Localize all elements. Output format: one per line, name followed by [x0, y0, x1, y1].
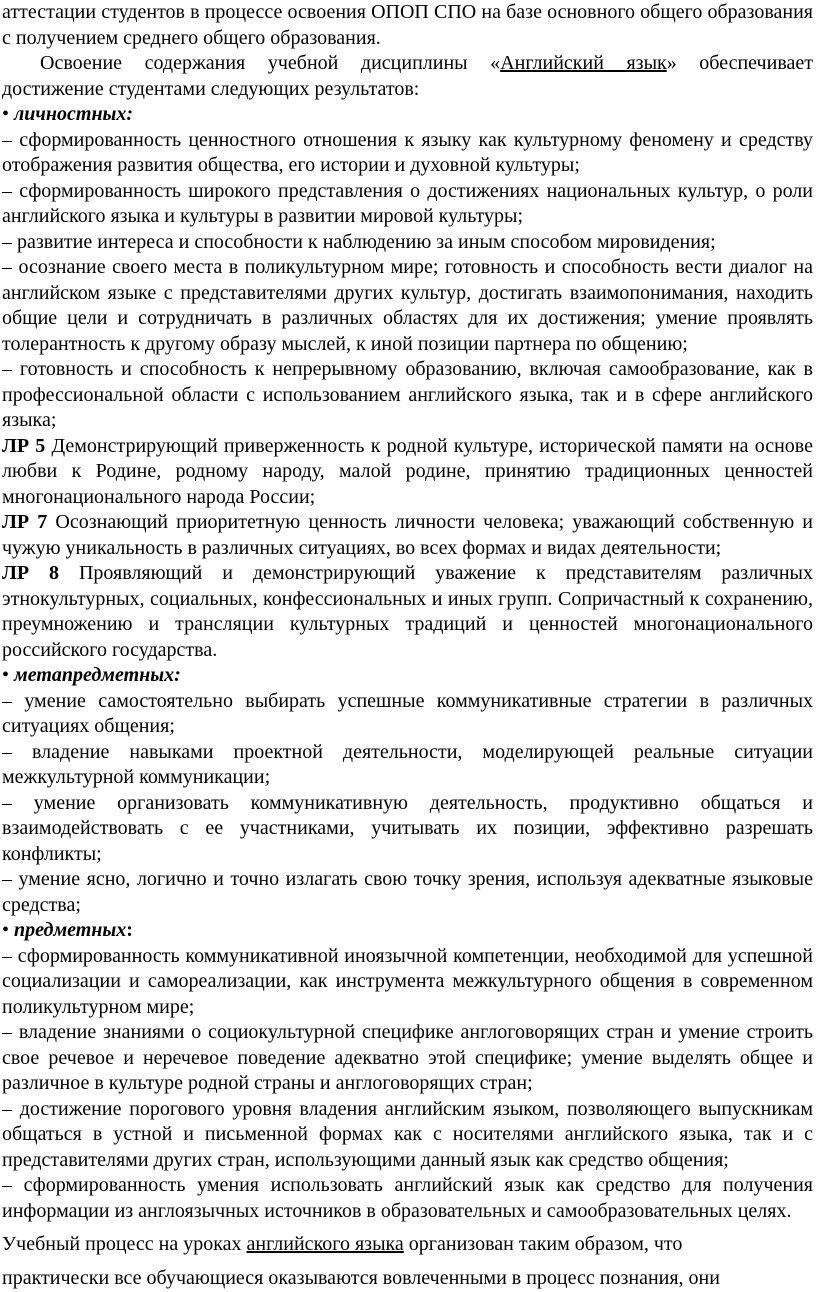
- subject-item: – владение знаниями о социокультурной специфике англоговорящих стран и умение строить свое речевое и неречевое поведение адекватно этой специфике; умение выделять общее и различное в культуре родной страны и англоговорящих стран;: [2, 1021, 813, 1094]
- results-intro-start: Освоение содержания учебной дисциплины «: [40, 52, 501, 74]
- meta-heading-label: метапредметных:: [14, 664, 181, 686]
- lr-item: [2, 561, 813, 663]
- personal-item: – осознание своего места в поликультурном мире; готовность и способность вести диалог на английском языке с представителями других культур, достигать взаимопонимания, находить общие цели и сотрудничать в различных областях для их достижения; умение проявлять толерантность к другому образу мыслей, к иной позиции партнера по общению;: [2, 256, 813, 355]
- personal-item: – сформированность широкого представления о достижениях национальных культур, о роли английского языка и культуры в развитии мировой культуры;: [2, 179, 813, 227]
- meta-heading: [2, 663, 813, 689]
- personal-heading: [2, 102, 813, 128]
- closing-line-2: практически все обучающиеся оказываются вовлеченными в процесс познания, они: [2, 1267, 720, 1289]
- lr-text: Осознающий приоритетную ценность личности человека; уважающий собственную и чужую уникальность в различных ситуациях, во всех формах и видах деятельности;: [2, 511, 813, 559]
- intro-paragraph: аттестации студентов в процессе освоения ОПОП СПО на базе основного общего образования с получением среднего общего образования.: [2, 1, 813, 49]
- personal-item: – сформированность ценностного отношения к языку как культурному феномену и средству отображения развития общества, его истории и духовной культуры;: [2, 128, 813, 176]
- personal-item: – готовность и способность к непрерывному образованию, включая самообразование, как в профессиональной области с использованием английского языка, так и в сфере английского языка;: [2, 358, 813, 431]
- personal-item: – развитие интереса и способности к наблюдению за иным способом мировидения;: [2, 230, 716, 253]
- lr-item: [2, 434, 813, 511]
- closing-start: Учебный процесс на уроках: [2, 1233, 247, 1255]
- subject-item: – сформированность коммуникативной иноязычной компетенции, необходимой для успешной социализации и самореализации, как инструмента межкультурного общения в современном поликультурном мире;: [2, 944, 813, 1018]
- subject-item: – достижение порогового уровня владения английским языком, позволяющего выпускникам общаться в устной и письменной формах как с носителями английского языка, так и с представителями других стран, использующими данный язык как средство общения;: [2, 1097, 813, 1171]
- lr-text: Проявляющий и демонстрирующий уважение к представителям различных этнокультурных, социальных, конфессиональных и иных групп. Сопричастный к сохранению, преумножению и трансляции культурных традиций и ценностей многонационального российского государства.: [2, 562, 813, 661]
- results-intro-paragraph: [2, 51, 813, 102]
- subject-item: – сформированность умения использовать английский язык как средство для получения информации из англоязычных источников в образовательных и самообразовательных целях.: [2, 1174, 813, 1222]
- personal-heading-label: личностных:: [14, 103, 134, 125]
- lr-code: ЛР 7: [2, 511, 48, 533]
- meta-item: – владение навыками проектной деятельности, моделирующей реальные ситуации межкультурной коммуникации;: [2, 740, 813, 788]
- subject-heading-colon: :: [126, 919, 133, 941]
- lr-item: [2, 510, 813, 561]
- bullet-icon: •: [2, 919, 10, 941]
- lr-code: ЛР 8: [2, 562, 60, 584]
- discipline-link[interactable]: Английский язык: [500, 52, 667, 74]
- subject-heading: [2, 918, 813, 944]
- bullet-icon: •: [2, 664, 10, 686]
- results-intro-end: » обеспечивает достижение студентами следующих результатов:: [2, 52, 813, 100]
- document-page: [2, 0, 813, 1292]
- english-language-link[interactable]: английского языка: [246, 1233, 404, 1255]
- meta-item: – умение ясно, логично и точно излагать свою точку зрения, используя адекватные языковые средства;: [2, 868, 813, 916]
- closing-line: [2, 1230, 813, 1258]
- closing-end: организован таким образом, что: [403, 1233, 683, 1255]
- meta-item: – умение самостоятельно выбирать успешные коммуникативные стратегии в различных ситуациях общения;: [2, 689, 813, 737]
- meta-item: – умение организовать коммуникативную деятельность, продуктивно общаться и взаимодействовать с ее участниками, учитывать их позиции, эффективно разрешать конфликты;: [2, 791, 813, 865]
- bullet-icon: •: [2, 103, 10, 125]
- subject-heading-label: предметных: [14, 919, 127, 941]
- lr-text: Демонстрирующий приверженность к родной культуре, исторической памяти на основе любви к Родине, родному народу, малой родине, принятию традиционных ценностей многонационального народа России;: [2, 434, 813, 508]
- lr-code: ЛР 5: [2, 434, 46, 457]
